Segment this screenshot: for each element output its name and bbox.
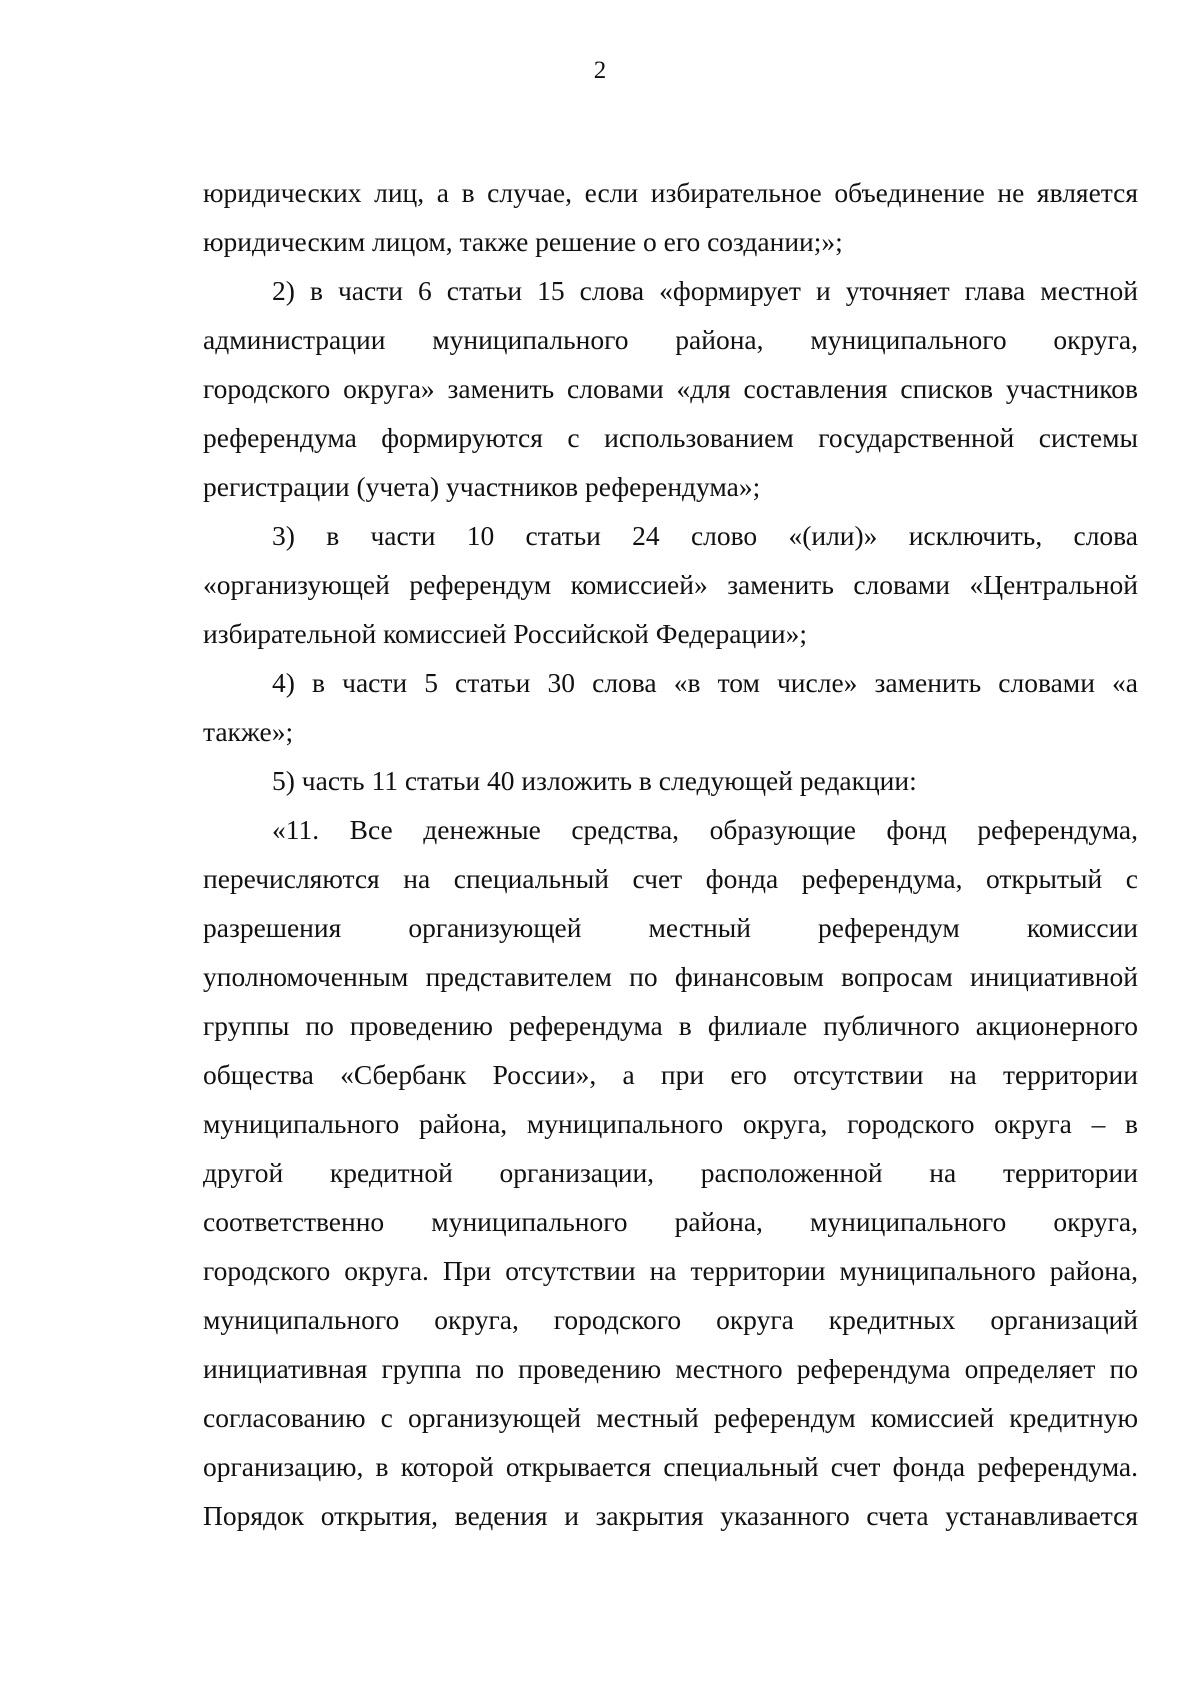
text-line: также»;: [203, 716, 294, 747]
text-line: согласованию с организующей местный референдум комиссией кредитную: [203, 1402, 1138, 1433]
text-line: городского округа» заменить словами «для составления списков участников: [203, 373, 1138, 404]
document-body: [203, 168, 1138, 1540]
text-line: соответственно муниципального района, муниципального округа,: [203, 1206, 1138, 1237]
text-line: 5) часть 11 статьи 40 изложить в следующей редакции:: [272, 765, 917, 796]
text-line: общества «Сбербанк России», а при его отсутствии на территории: [203, 1059, 1138, 1090]
page-number: 2: [593, 57, 607, 84]
text-line: организацию, в которой открывается специальный счет фонда референдума.: [203, 1451, 1138, 1482]
text-line: юридическим лицом, также решение о его создании;»;: [203, 226, 843, 257]
text-line: группы по проведению референдума в филиале публичного акционерного: [203, 1010, 1138, 1041]
text-line: юридических лиц, а в случае, если избирательное объединение не является: [203, 177, 1138, 208]
text-line: 4) в части 5 статьи 30 слова «в том числе» заменить словами «а: [272, 667, 1138, 698]
text-line: уполномоченным представителем по финансовым вопросам инициативной: [203, 961, 1138, 992]
text-line: муниципального района, муниципального округа, городского округа – в: [203, 1108, 1138, 1139]
text-line: перечисляются на специальный счет фонда референдума, открытый с: [203, 863, 1138, 894]
text-line: администрации муниципального района, муниципального округа,: [203, 324, 1138, 355]
text-line: регистрации (учета) участников референдума»;: [203, 471, 761, 502]
text-line: «организующей референдум комиссией» заменить словами «Центральной: [203, 569, 1138, 600]
text-line: муниципального округа, городского округа кредитных организаций: [203, 1304, 1138, 1335]
text-line: инициативная группа по проведению местного референдума определяет по: [203, 1353, 1138, 1384]
text-line: Порядок открытия, ведения и закрытия указанного счета устанавливается: [203, 1500, 1138, 1531]
text-line: референдума формируются с использованием государственной системы: [203, 422, 1138, 453]
text-line: 3) в части 10 статьи 24 слово «(или)» исключить, слова: [272, 520, 1138, 551]
text-line: разрешения организующей местный референдум комиссии: [203, 912, 1138, 943]
text-line: 2) в части 6 статьи 15 слова «формирует и уточняет глава местной: [272, 275, 1138, 306]
text-line: другой кредитной организации, расположенной на территории: [203, 1157, 1138, 1188]
text-line: городского округа. При отсутствии на территории муниципального района,: [203, 1255, 1138, 1286]
text-line: избирательной комиссией Российской Федерации»;: [203, 618, 807, 649]
text-line: «11. Все денежные средства, образующие фонд референдума,: [272, 814, 1138, 845]
